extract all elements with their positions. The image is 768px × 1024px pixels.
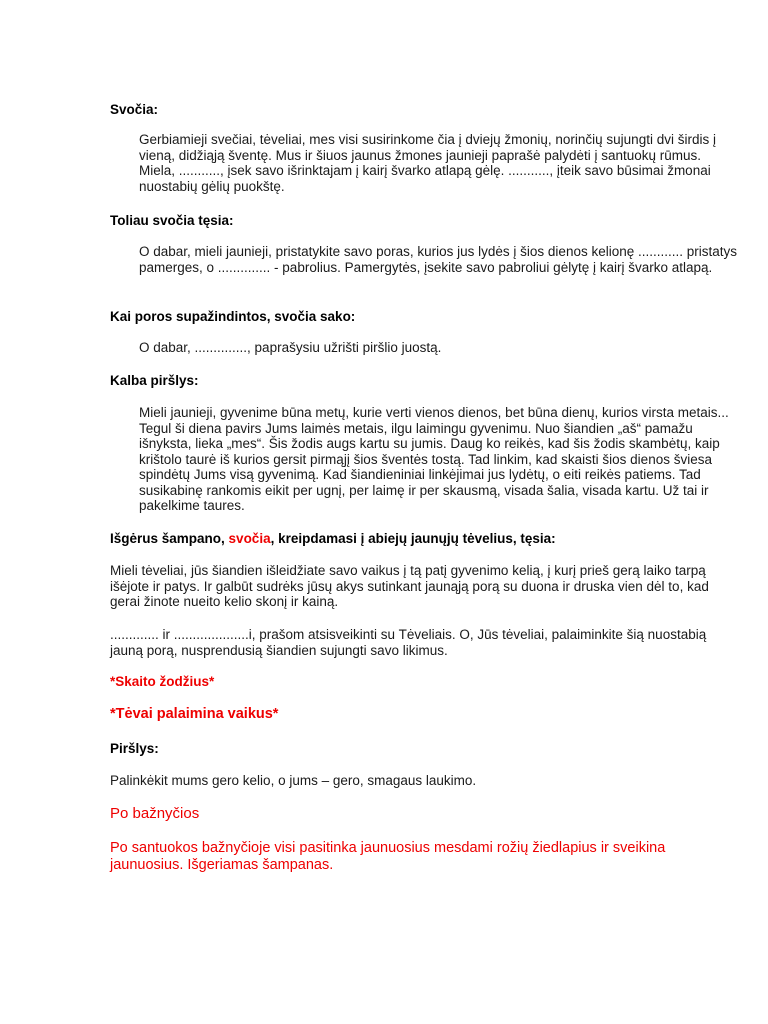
heading-part-svocia: svočia <box>228 531 271 546</box>
section-heading-toliau: Toliau svočia tęsia: <box>110 213 234 228</box>
paragraph-teveliai: Mieli tėveliai, jūs šiandien išleidžiate savo vaikus į tą patį gyvenimo kelią, į kurį prieš gerą laiko tarpą išėjote ir patys. Ir galbūt sudrėks jūsų akys sutinkant jaunąją porą su duona ir druska vien dėl to, kad gerai žinote nueito kelio skonį ir kainą. <box>110 563 709 609</box>
section-heading-pirslys: Piršlys: <box>110 741 159 756</box>
paragraph-po-santuokos: Po santuokos bažnyčioje visi pasitinka jaunuosius mesdami rožių žiedlapius ir sveikina jaunuosius. Išgeriamas šampanas. <box>110 840 666 873</box>
note-tevai-palaimina: *Tėvai palaimina vaikus* <box>110 706 279 722</box>
paragraph-atsisveikinti: ............. ir ....................i, prašom atsisveikinti su Tėveliais. O, Jūs tėveliai, palaiminkite šią nuostabią jauną porą, nusprendusią šiandien sujungti savo likimus. <box>110 627 707 658</box>
paragraph-pristatymas: O dabar, mieli jaunieji, pristatykite savo poras, kurios jus lydės į šios dienos kelionę ............ pristatys pamerges, o .............. - pabrolius. Pamergytės, įsekite savo pabroliui gėlytę į kairį švarko atlapą. <box>139 244 738 275</box>
paragraph-pirslio-kalba: Mieli jaunieji, gyvenime būna metų, kurie verti vienos dienos, bet būna dienų, kurios virsta metais... Tegul ši diena pavirs Jums laimės metais, ilgu laimingu gyvenimu. Nuo šiandien „aš“ pamažu išnyksta, lieka „mes“. Šis žodis augs kartu su jumis. Daug ko reikės, kad šis žodis skambėtų, kaip krištolo taurė iš kurios gersit pirmąjį šios šventės tostą. Tad linkim, kad skaisti šios dienos šviesa spindėtų Jums visą gyvenimą. Kad šiandieniniai linkėjimai jus lydėtų, o eiti reikės patiems. Tad susikabinę rankomis eikit per ugnį, per laimę ir per skausmą, visada šalia, visada kartu. Už tai ir pakelkime taures. <box>139 405 729 513</box>
section-heading-svocia: Svočia: <box>110 102 159 117</box>
section-heading-isgerus <box>110 531 556 547</box>
paragraph-svocia-greeting: Gerbiamieji svečiai, tėveliai, mes visi susirinkome čia į dviejų žmonių, norinčių sujungti dvi širdis į vieną, didžiąją šventę. Mus ir šiuos jaunus žmones jaunieji paprašė palydėti į santuokų rūmus. Miela, ..........., įsek savo išrinktajam į kairį švarko atlapą gėlę. ..........., įteik savo būsimai žmonai nuostabių gėlių puokštę. <box>139 132 716 194</box>
section-heading-kalba-pirslys: Kalba piršlys: <box>110 373 199 388</box>
heading-part-1: Išgėrus šampano, <box>110 531 229 546</box>
section-heading-supazindintos: Kai poros supažindintos, svočia sako: <box>110 309 356 324</box>
note-skaito-zodzius: *Skaito žodžius* <box>110 674 215 689</box>
section-heading-po-baznycios: Po bažnyčios <box>110 805 200 822</box>
heading-part-3: , kreipdamasi į abiejų jaunųjų tėvelius, tęsia: <box>270 531 556 546</box>
paragraph-palinkekit: Palinkėkit mums gero kelio, o jums – gero, smagaus laukimo. <box>110 773 477 788</box>
paragraph-juosta: O dabar, .............., paprašysiu užrišti piršlio juostą. <box>139 340 442 355</box>
